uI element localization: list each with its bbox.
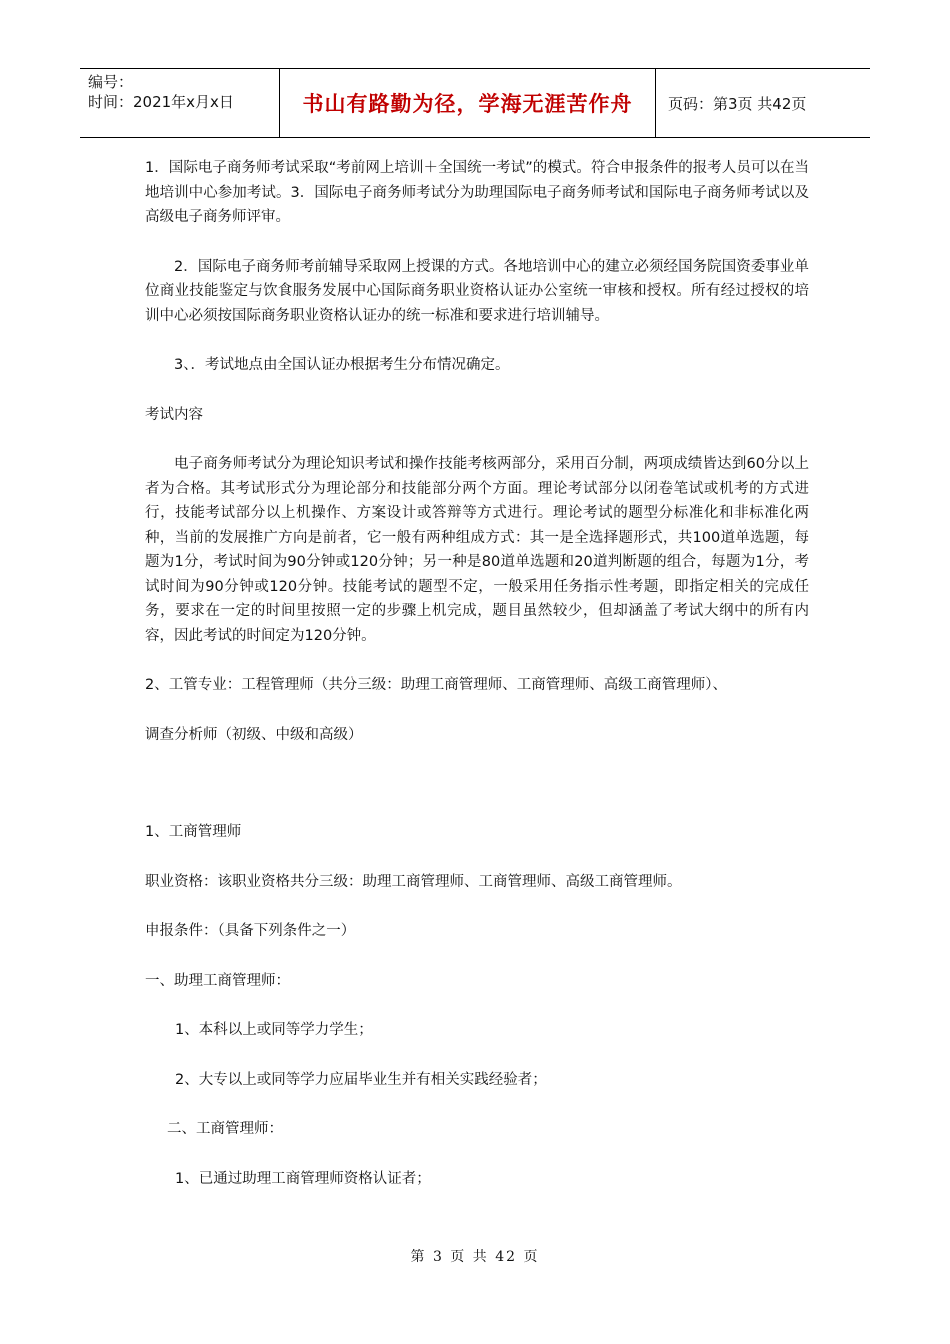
section-heading-exam-content: 考试内容 [145,406,203,423]
page-footer: 第 3 页 共 42 页 [410,1249,540,1265]
paragraph-2: 2．国际电子商务师考前辅导采取网上授课的方式。各地培训中心的建立必须经国务院国资委事业单位商业技能鉴定与饮食服务发展中心国际商务职业资格认证办公室统一审核和授权。所有经过授权的培训中心必须按国际商务职业资格认证办的统一标准和要求进行培训辅导。 [145,258,809,324]
paragraph-application-conditions: 申报条件：（具备下列条件之一） [145,923,356,939]
heading-manager: 二、工商管理师： [167,1121,283,1137]
paragraph-1: 1．国际电子商务师考试采取“考前网上培训＋全国统一考试”的模式。符合申报条件的报考人员可以在当地培训中心参加考试。3．国际电子商务师考试分为助理国际电子商务师考试和国际电子商务师考试以及高级电子商务师评审。 [145,160,809,225]
heading-assistant-manager: 一、助理工商管理师： [145,972,290,989]
document-time-label: 时间：2021年x月x日 [88,93,234,111]
document-number-label: 编号： [88,73,134,91]
header-motto: 书山有路勤为径，学海无涯苦作舟 [280,69,656,137]
paragraph-exam-content: 电子商务师考试分为理论知识考试和操作技能考核两部分，采用百分制，两项成绩皆达到60分以上者为合格。其考试形式分为理论部分和技能部分两个方面。理论考试部分以闭卷笔试或机考的方式进行，技能考试部分以上机操作、方案设计或答辩等方式进行。理论考试的题型分标准化和非标准化两种，当前的发展推广方向是前者，它一般有两种组成方式：其一是全选择题形式，共100道单选题，每题为1分，考试时间为90分钟或120分钟；另一种是80道单选题和20道判断题的组合，每题为1分，考试时间为90分钟或120分钟。技能考试的题型不定，一般采用任务指示性考题，即指定相关的完成任务，要求在一定的时间里按照一定的步骤上机完成，题目虽然较少，但却涵盖了考试大纲中的所有内容，因此考试的时间定为120分钟。 [145,456,809,644]
list-item-college: 2、大专以上或同等学力应届毕业生并有相关实践经验者； [175,1071,547,1088]
page-header [80,68,870,138]
header-meta [80,69,280,137]
paragraph-survey-analyst: 调查分析师（初级、中级和高级） [145,726,363,743]
paragraph-management-major: 2、工管专业：工程管理师（共分三级：助理工商管理师、工商管理师、高级工商管理师）、 [145,677,727,693]
list-item-bachelor: 1、本科以上或同等学力学生； [175,1022,373,1038]
heading-business-manager: 1、工商管理师 [145,824,242,840]
list-item-passed-assistant: 1、已通过助理工商管理师资格认证者； [175,1170,431,1187]
header-page-info: 页码：第3页 共42页 [668,94,807,113]
blank-spacer [145,772,809,820]
paragraph-qualification: 职业资格：该职业资格共分三级：助理工商管理师、工商管理师、高级工商管理师。 [145,873,682,890]
paragraph-3: 3、．考试地点由全国认证办根据考生分布情况确定。 [174,357,510,373]
document-body [145,156,809,1216]
